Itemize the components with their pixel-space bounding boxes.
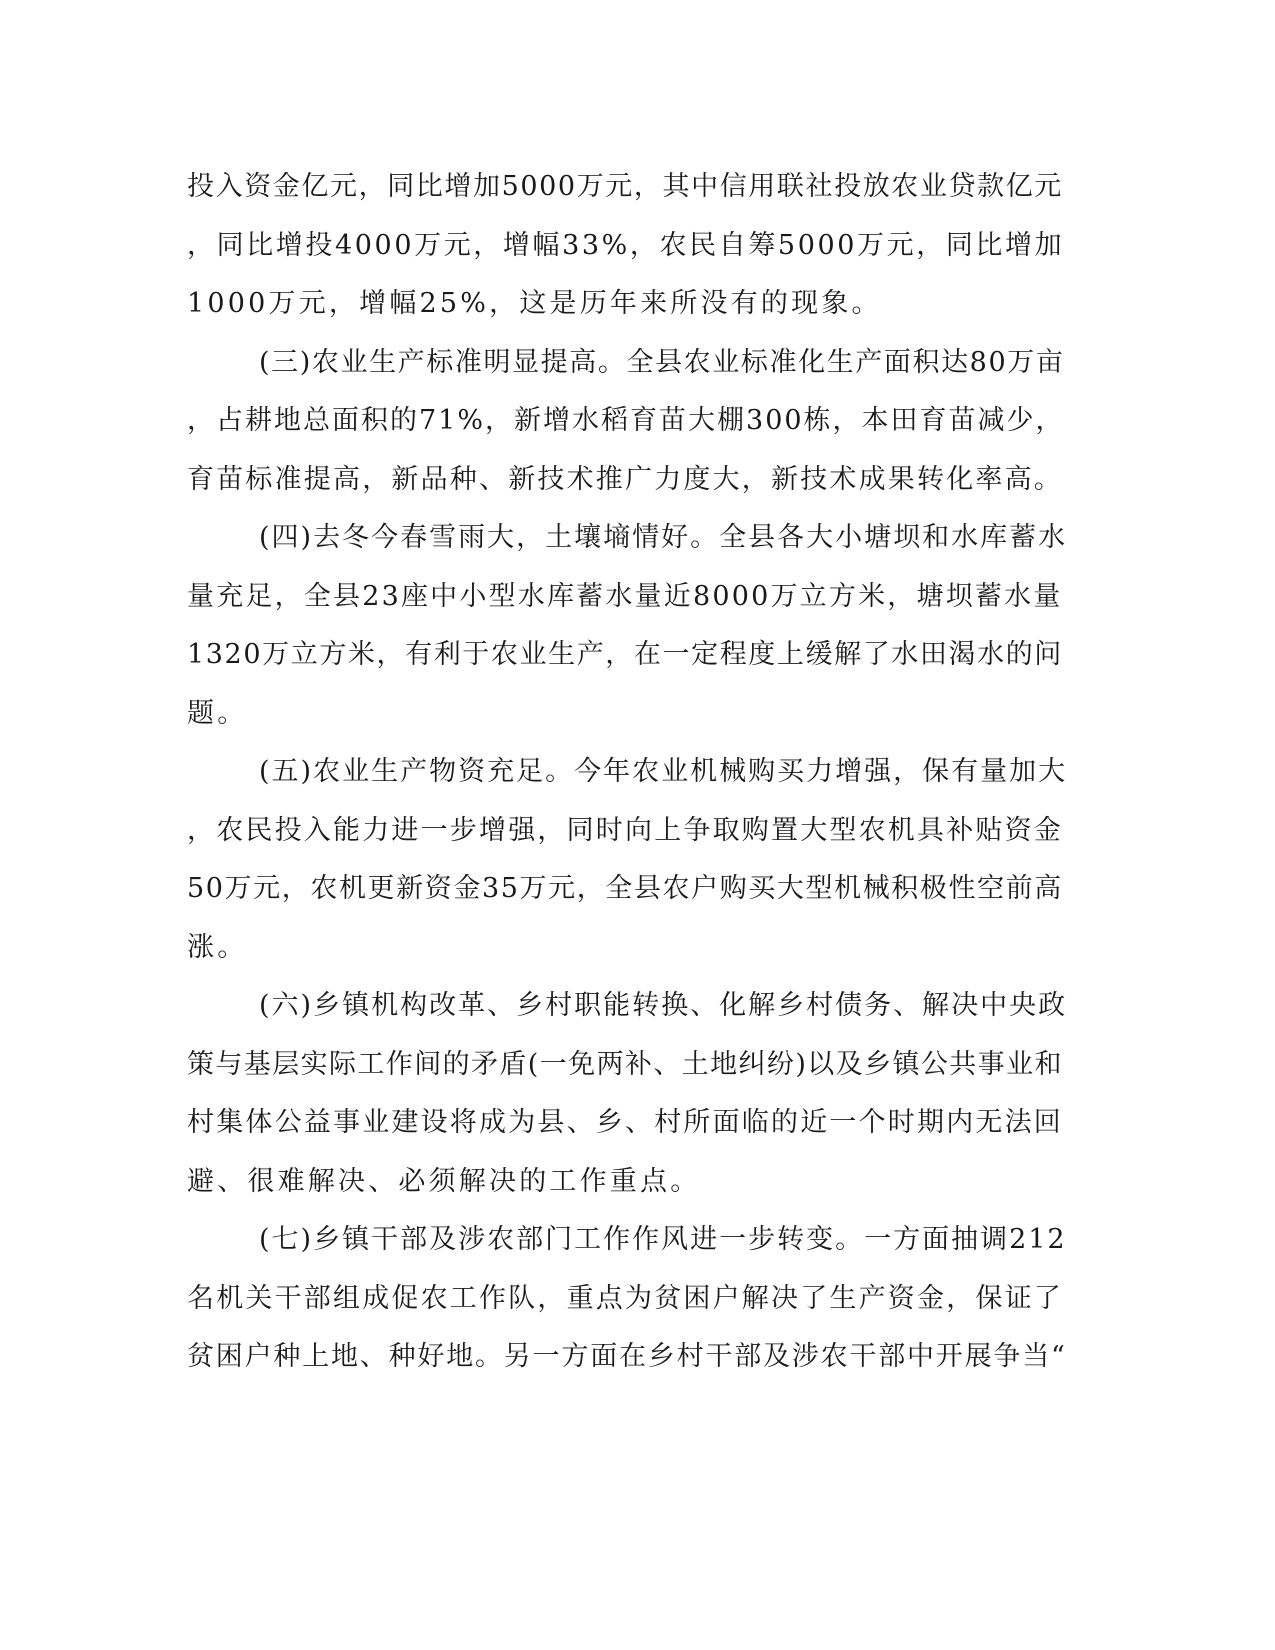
text-line: 育苗标准提高，新品种、新技术推广力度大，新技术成果转化率高。 (187, 463, 1063, 495)
paragraph-start-line: (四)去冬今春雪雨大，土壤墒情好。全县各大小塘坝和水库蓄水 (259, 522, 1068, 553)
text-line: ，占耕地总面积的71%，新增水稻育苗大棚300栋，本田育苗减少， (187, 405, 1065, 436)
text-line: 量充足，全县23座中小型水库蓄水量近8000万立方米，塘坝蓄水量 (187, 580, 1063, 612)
text-line: ，农民投入能力进一步增强，同时向上争取购置大型农机具补贴资金 (187, 814, 1063, 846)
text-line: 1000万元，增幅25%，这是历年来所没有的现象。 (187, 288, 882, 319)
text-line: 贫困户种上地、种好地。另一方面在乡村干部及涉农干部中开展争当“ (187, 1341, 1067, 1372)
paragraph-start-line: (六)乡镇机构改革、乡村职能转换、化解乡村债务、解决中央政 (259, 990, 1068, 1021)
text-line: 投入资金亿元，同比增加5000万元，其中信用联社投放农业贷款亿元 (187, 171, 1063, 202)
text-line: 50万元，农机更新资金35万元，全县农户购买大型机械积极性空前高 (187, 873, 1063, 904)
document-body (187, 158, 1067, 1387)
text-line: 避、很难解决、必须解决的工作重点。 (187, 1165, 701, 1197)
text-line: 名机关干部组成促农工作队，重点为贫困户解决了生产资金，保证了 (187, 1282, 1063, 1314)
text-line: 村集体公益事业建设将成为县、乡、村所面临的近一个时期内无法回 (187, 1107, 1063, 1138)
text-line: 1320万立方米，有利于农业生产，在一定程度上缓解了水田渴水的问 (187, 639, 1063, 670)
paragraph-start-line: (七)乡镇干部及涉农部门工作作风进一步转变。一方面抽调212 (259, 1224, 1067, 1255)
text-line: 策与基层实际工作间的矛盾(一免两补、土地纠纷)以及乡镇公共事业和 (187, 1048, 1063, 1080)
text-line: ，同比增投4000万元，增幅33%，农民自筹5000万元，同比增加 (187, 229, 1065, 261)
text-line: 题。 (187, 697, 248, 729)
paragraph-start-line: (三)农业生产标准明显提高。全县农业标准化生产面积达80万亩 (259, 346, 1065, 378)
paragraph-start-line: (五)农业生产物资充足。今年农业机械购买力增强，保有量加大 (259, 756, 1068, 787)
text-line: 涨。 (187, 931, 248, 963)
